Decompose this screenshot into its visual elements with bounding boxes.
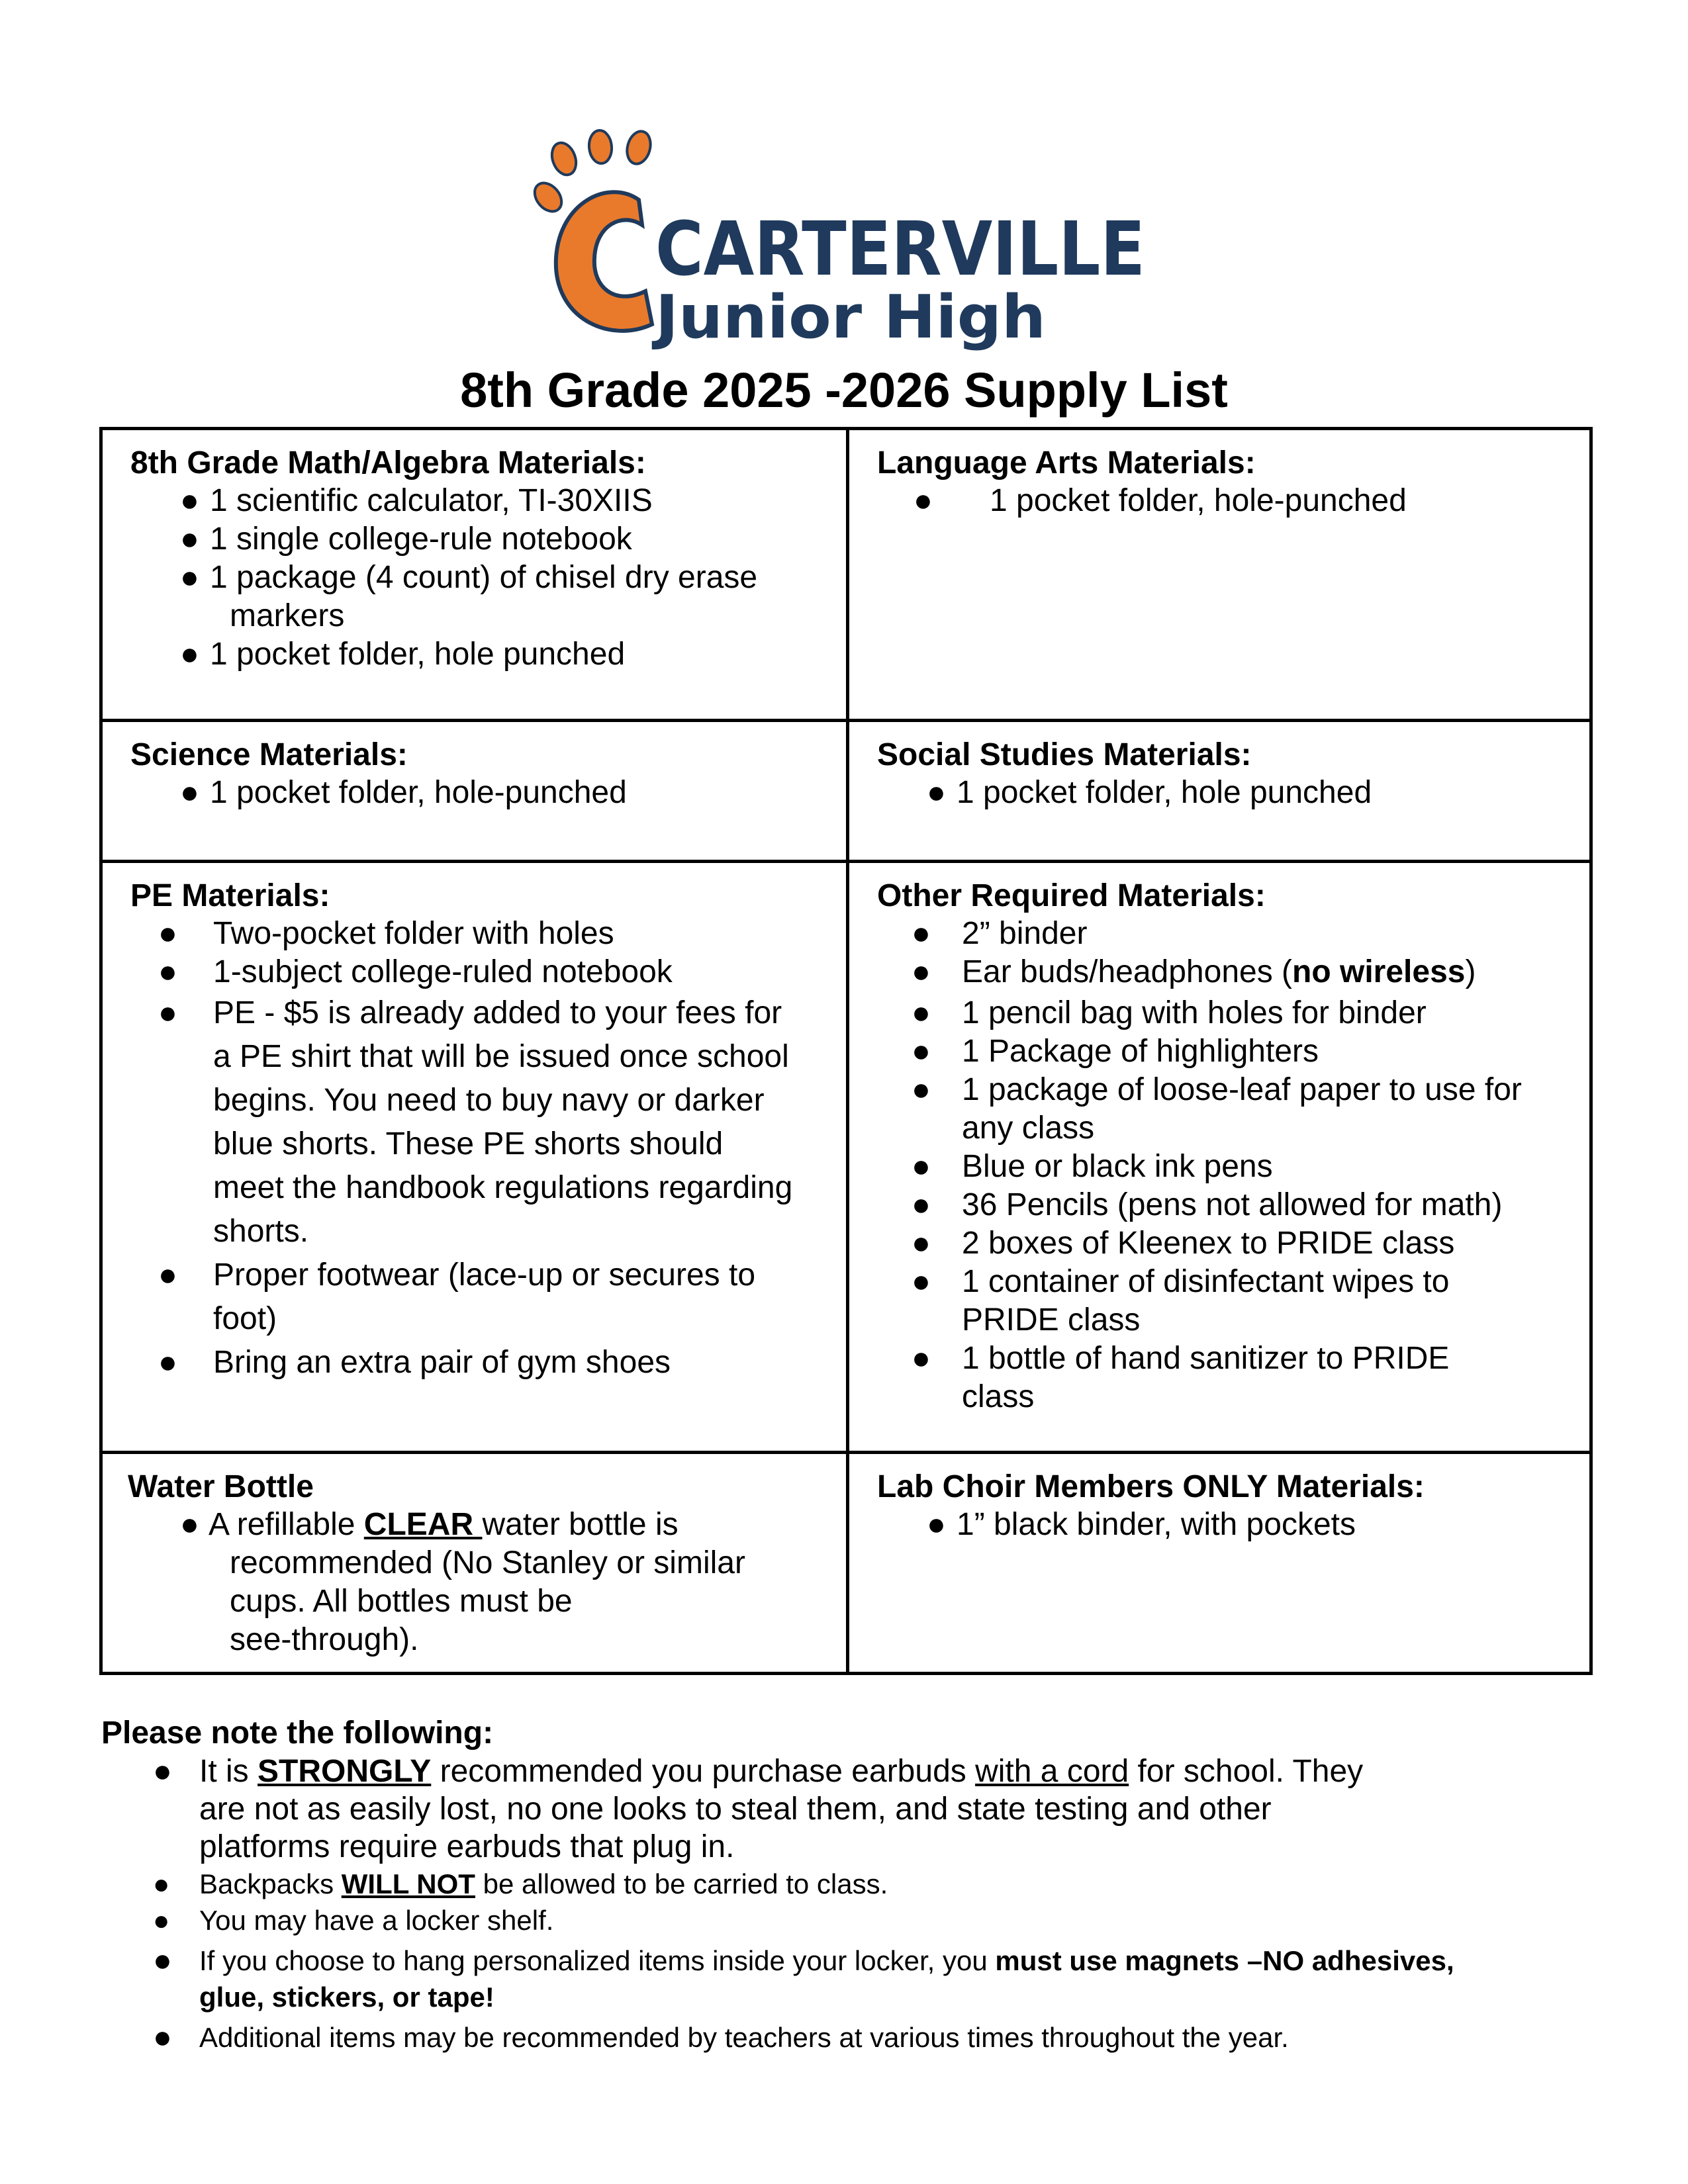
list-item: ● 1 Package of highlighters [912,1034,1319,1069]
list-item: ● PE - $5 is already added to your fees for [158,995,782,1030]
list-item: ● A refillable CLEAR water bottle is [180,1507,679,1542]
list-item: ● Two-pocket folder with holes [158,916,614,951]
pe-list [130,915,820,1385]
list-item: ● 1” black binder, with pockets [927,1507,1356,1542]
list-item-continuation: class [962,1379,1035,1414]
notes-list [101,1752,1597,2056]
list-item-continuation: shorts. [213,1214,309,1249]
list-item: ● 1 scientific calculator, TI-30XIIS [180,483,653,518]
note-magnets: ● If you choose to hang personalized items inside your locker, you must use magnets –NO adhesives, glue, stickers, or tape! [153,1943,1454,2013]
language-arts-cell [849,430,1589,722]
science-heading: Science Materials: [130,737,408,772]
list-item: ● 1 bottle of hand sanitizer to PRIDE [912,1341,1450,1376]
pe-materials-cell [103,863,849,1454]
choir-heading: Lab Choir Members ONLY Materials: [877,1469,1425,1504]
list-item: ● 1 package of loose-leaf paper to use for [912,1072,1522,1107]
logo-letter-c [556,192,652,331]
list-item-continuation: PRIDE class [962,1302,1141,1338]
choir-list [877,1506,1563,1544]
notes-section [101,1714,1597,2056]
list-item-continuation: see-through). [230,1622,419,1657]
water-list [130,1506,820,1659]
math-heading: 8th Grade Math/Algebra Materials: [130,445,646,480]
math-list [130,482,820,674]
list-item: ● 1 pencil bag with holes for binder [912,995,1427,1030]
list-item: ● 1 pocket folder, hole punched [927,775,1372,810]
list-item-continuation: markers [230,598,345,633]
language-arts-list [877,482,1563,520]
social-studies-heading: Social Studies Materials: [877,737,1252,772]
list-item: ● 1 single college-rule notebook [180,522,632,557]
list-item: ● 2” binder [912,916,1088,951]
other-heading: Other Required Materials: [877,878,1266,913]
list-item: ● Blue or black ink pens [912,1149,1273,1184]
list-item-continuation: recommended (No Stanley or similar [230,1545,745,1580]
list-item: ● 1-subject college-ruled notebook [158,954,673,989]
logo-subtitle: Junior High [651,283,1046,351]
list-item: ● Proper footwear (lace-up or secures to [158,1257,756,1293]
list-item: ● 1 pocket folder, hole-punched [914,483,1407,518]
math-materials-cell [103,430,849,722]
list-item: ● 1 package (4 count) of chisel dry erase [180,560,758,595]
supply-table [99,427,1593,1675]
list-item: ● 1 pocket folder, hole-punched [180,775,627,810]
list-item-continuation: begins. You need to buy navy or darker [213,1083,765,1118]
water-bottle-cell [103,1454,849,1672]
list-item-continuation: meet the handbook regulations regarding [213,1170,793,1205]
water-heading: Water Bottle [128,1469,314,1504]
paw-logo-graphic [523,126,1158,351]
note-earbuds: ● It is STRONGLY recommended you purchase earbuds with a cord for school. They are not as easily lost, no one looks to steal them, and state testing and other platforms require earbuds that plug in. [153,1754,1364,1864]
language-arts-heading: Language Arts Materials: [877,445,1256,480]
science-list [130,774,820,812]
social-studies-cell [849,722,1589,863]
note-backpacks: ● Backpacks WILL NOT be allowed to be carried to class. [153,1868,888,1899]
school-logo [523,126,1158,351]
other-list [877,915,1563,1416]
list-item: ● 1 container of disinfectant wipes to [912,1264,1450,1299]
list-item: ● Ear buds/headphones (no wireless) [912,954,1476,989]
list-item-continuation: cups. All bottles must be [230,1584,573,1619]
list-item-continuation: any class [962,1111,1095,1146]
other-materials-cell [849,863,1589,1454]
lab-choir-cell [849,1454,1589,1672]
list-item: ● Bring an extra pair of gym shoes [158,1345,671,1380]
list-item: ● 2 boxes of Kleenex to PRIDE class [912,1226,1455,1261]
notes-heading: Please note the following: [101,1715,494,1751]
social-studies-list [877,774,1563,812]
note-additional: ● Additional items may be recommended by teachers at various times throughout the year. [153,2020,1289,2055]
logo-name: CARTERVILLE [655,206,1145,293]
list-item: ● 36 Pencils (pens not allowed for math) [912,1187,1503,1222]
note-locker: ● You may have a locker shelf. [153,1905,554,1936]
page-title: 8th Grade 2025 -2026 Supply List [460,363,1228,418]
list-item: ● 1 pocket folder, hole punched [180,637,626,672]
pe-heading: PE Materials: [130,878,330,913]
list-item-continuation: blue shorts. These PE shorts should [213,1126,724,1161]
list-item-continuation: a PE shirt that will be issued once school [213,1039,789,1074]
list-item-continuation: foot) [213,1301,277,1336]
science-materials-cell [103,722,849,863]
